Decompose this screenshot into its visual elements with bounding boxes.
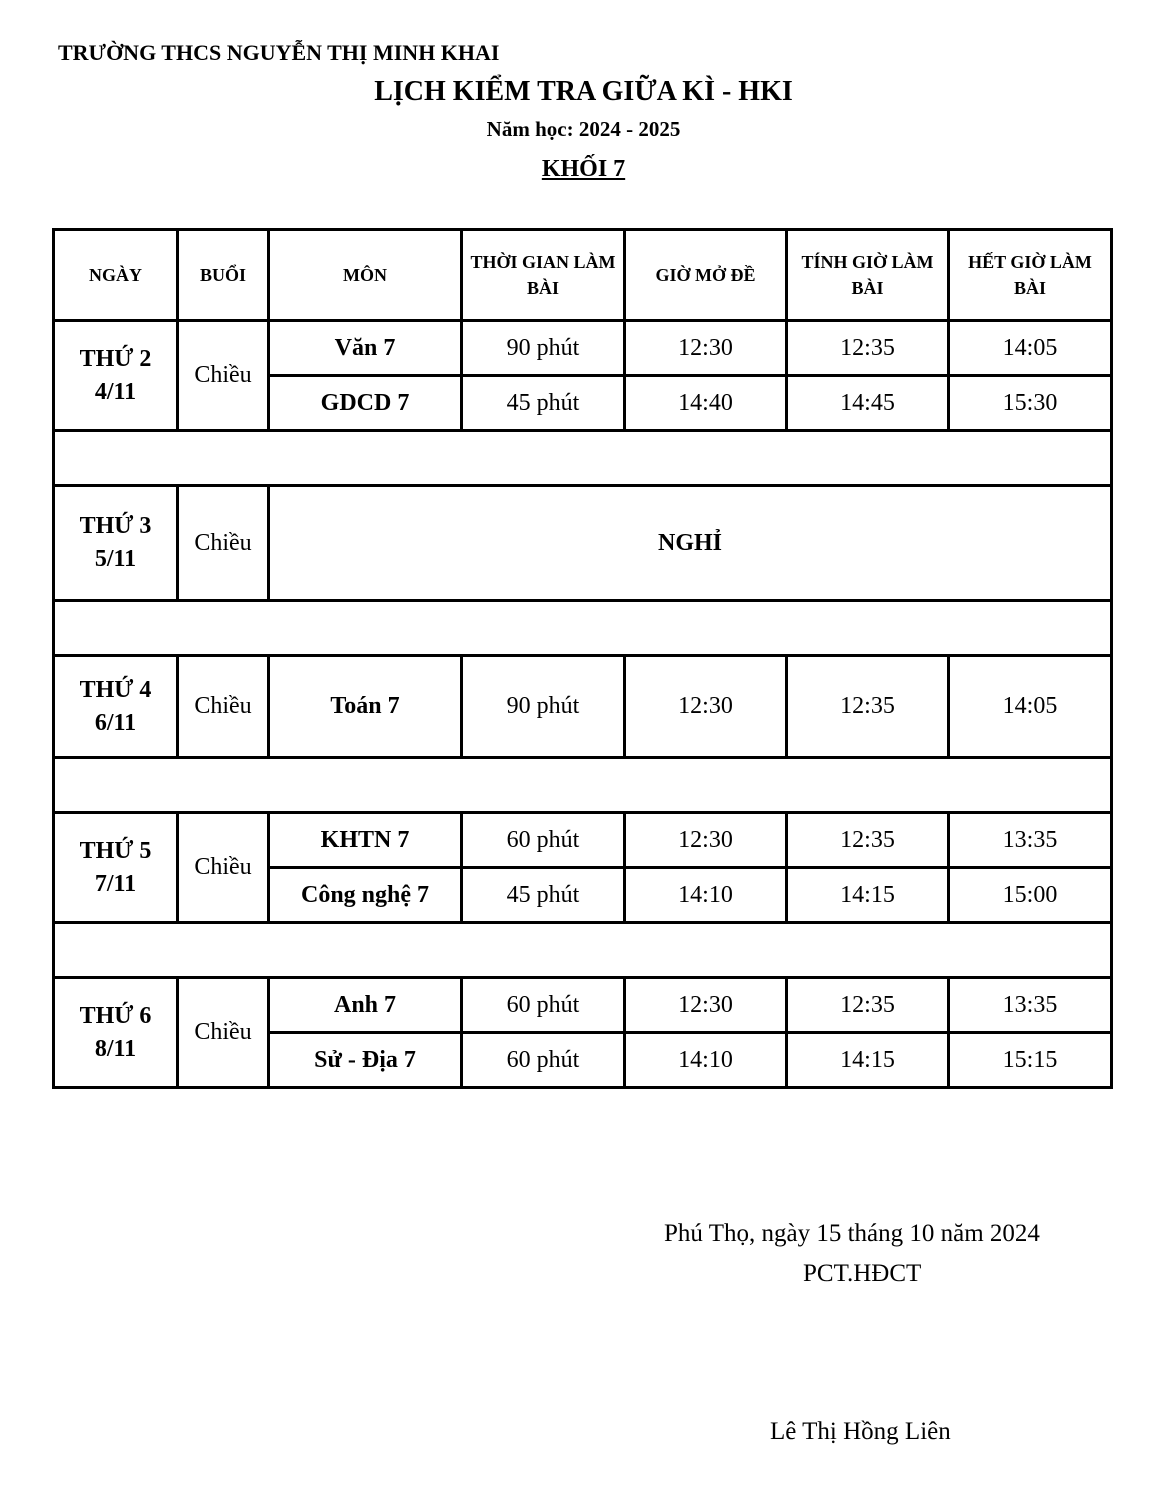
document-title: LỊCH KIỂM TRA GIỮA KÌ - HKI [374, 76, 793, 107]
start-time-cell: 14:15 [787, 868, 949, 923]
end-time-cell: 14:05 [949, 656, 1112, 758]
exam-schedule-table [52, 228, 1113, 1089]
end-time-cell: 15:00 [949, 868, 1112, 923]
open-time-cell: 12:30 [625, 656, 787, 758]
day-cell [54, 486, 178, 601]
start-time-cell: 12:35 [787, 656, 949, 758]
signer-name: Lê Thị Hồng Liên [770, 1418, 951, 1445]
day-name: THỨ 2 [79, 345, 152, 372]
session-cell: Chiều [178, 978, 269, 1088]
header-subject: MÔN [269, 230, 462, 321]
spacer-row [54, 923, 1112, 978]
day-date: 8/11 [94, 1035, 137, 1062]
day-cell [54, 321, 178, 431]
subject-cell: Công nghệ 7 [269, 868, 462, 923]
duration-cell: 60 phút [462, 1033, 625, 1088]
start-time-cell: 12:35 [787, 813, 949, 868]
table-row [54, 321, 1112, 376]
header-duration: THỜI GIAN LÀM BÀI [462, 230, 625, 321]
end-time-cell: 15:15 [949, 1033, 1112, 1088]
header-session: BUỔI [178, 230, 269, 321]
subject-cell: Sử - Địa 7 [269, 1033, 462, 1088]
duration-cell: 90 phút [462, 656, 625, 758]
end-time-cell: 14:05 [949, 321, 1112, 376]
place-date: Phú Thọ, ngày 15 tháng 10 năm 2024 [664, 1220, 1040, 1247]
school-year: Năm học: 2024 - 2025 [486, 117, 681, 141]
day-cell [54, 813, 178, 923]
duration-cell: 60 phút [462, 813, 625, 868]
duration-cell: 90 phút [462, 321, 625, 376]
day-date: 4/11 [94, 378, 137, 405]
day-off-cell: NGHỈ [269, 486, 1112, 601]
duration-cell: 45 phút [462, 868, 625, 923]
start-time-cell: 12:35 [787, 978, 949, 1033]
end-time-cell: 13:35 [949, 813, 1112, 868]
table-row [54, 978, 1112, 1033]
signer-role: PCT.HĐCT [803, 1260, 922, 1287]
day-cell [54, 656, 178, 758]
day-cell [54, 978, 178, 1088]
school-name: TRƯỜNG THCS NGUYỄN THỊ MINH KHAI [58, 40, 500, 65]
spacer-row [54, 431, 1112, 486]
open-time-cell: 14:40 [625, 376, 787, 431]
header-day: NGÀY [54, 230, 178, 321]
subject-cell: GDCD 7 [269, 376, 462, 431]
start-time-cell: 14:15 [787, 1033, 949, 1088]
open-time-cell: 12:30 [625, 321, 787, 376]
day-name: THỨ 4 [79, 676, 152, 703]
open-time-cell: 14:10 [625, 868, 787, 923]
spacer-cell [54, 431, 1112, 486]
duration-cell: 45 phút [462, 376, 625, 431]
session-cell: Chiều [178, 486, 269, 601]
grade-label: KHỐI 7 [541, 156, 626, 182]
duration-cell: 60 phút [462, 978, 625, 1033]
spacer-cell [54, 923, 1112, 978]
start-time-cell: 12:35 [787, 321, 949, 376]
day-date: 5/11 [94, 546, 137, 572]
spacer-row [54, 601, 1112, 656]
subject-cell: KHTN 7 [269, 813, 462, 868]
day-name: THỨ 6 [79, 1002, 152, 1029]
open-time-cell: 12:30 [625, 978, 787, 1033]
header-open-time: GIỜ MỞ ĐỀ [625, 230, 787, 321]
table-row [54, 656, 1112, 758]
subject-cell: Văn 7 [269, 321, 462, 376]
spacer-row [54, 758, 1112, 813]
start-time-cell: 14:45 [787, 376, 949, 431]
subject-cell: Anh 7 [269, 978, 462, 1033]
table-row [54, 486, 1112, 601]
day-name: THỨ 3 [79, 513, 152, 539]
header-end-time: HẾT GIỜ LÀM BÀI [949, 230, 1112, 321]
subject-cell: Toán 7 [269, 656, 462, 758]
header-start-time: TÍNH GIỜ LÀM BÀI [787, 230, 949, 321]
table-header-row [54, 230, 1112, 321]
open-time-cell: 14:10 [625, 1033, 787, 1088]
day-date: 6/11 [94, 709, 137, 736]
spacer-cell [54, 601, 1112, 656]
end-time-cell: 13:35 [949, 978, 1112, 1033]
session-cell: Chiều [178, 813, 269, 923]
session-cell: Chiều [178, 656, 269, 758]
day-date: 7/11 [94, 870, 137, 897]
open-time-cell: 12:30 [625, 813, 787, 868]
spacer-cell [54, 758, 1112, 813]
end-time-cell: 15:30 [949, 376, 1112, 431]
day-name: THỨ 5 [79, 837, 152, 864]
session-cell: Chiều [178, 321, 269, 431]
table-row [54, 813, 1112, 868]
